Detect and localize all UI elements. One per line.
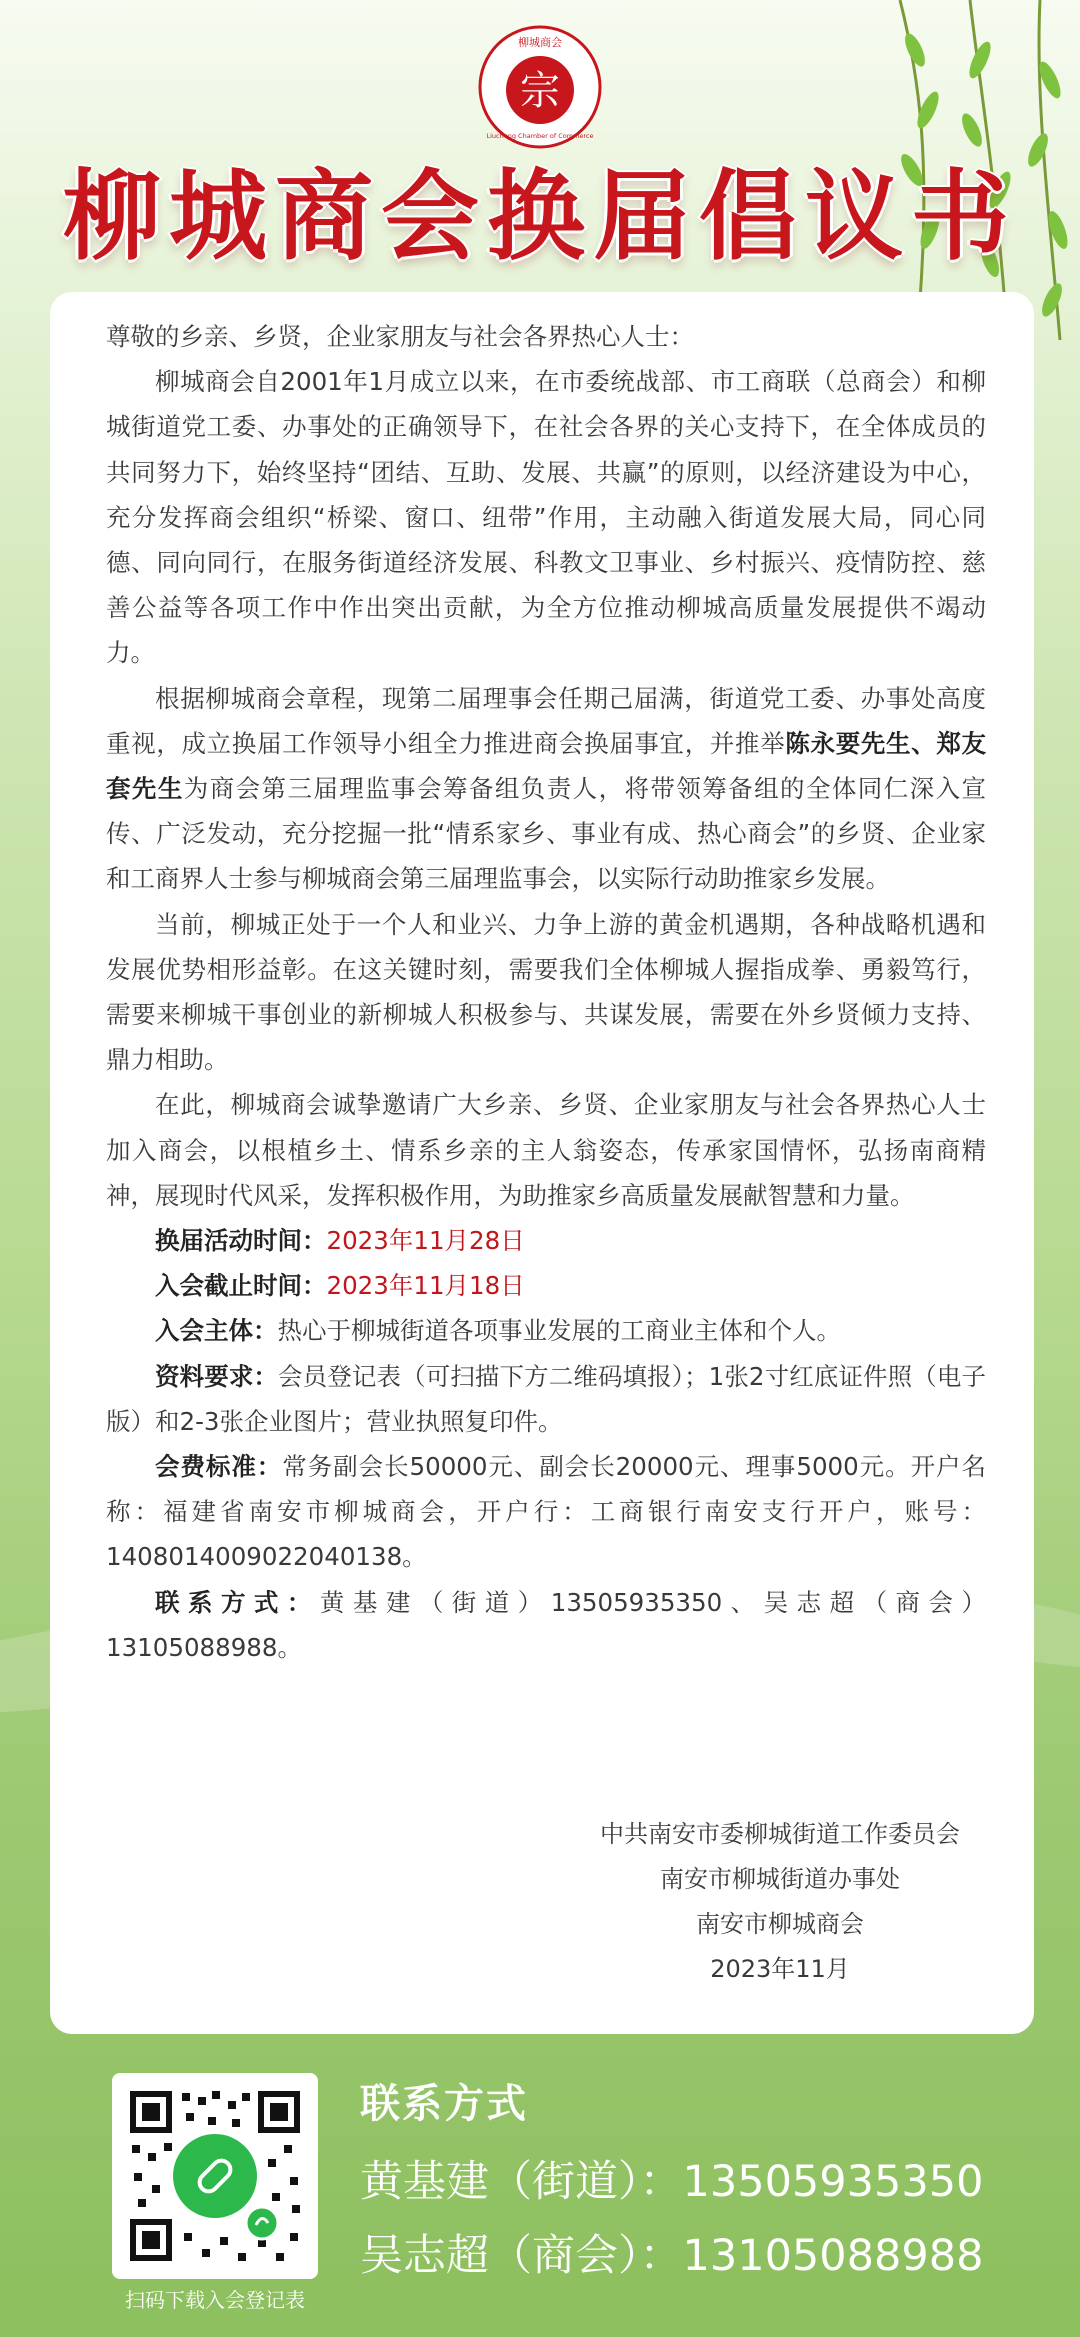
materials-label: 资料要求： bbox=[155, 1361, 279, 1391]
deadline-value: 2023年11月18日 bbox=[326, 1271, 525, 1301]
registration-qr-code[interactable] bbox=[112, 2073, 318, 2279]
fee-line bbox=[106, 1444, 986, 1580]
logo-glyph: 宗 bbox=[520, 68, 560, 114]
contact-value: 黄基建（街道）13505935350、吴志超（商会）13105088988。 bbox=[106, 1587, 987, 1662]
qr-code-icon bbox=[112, 2073, 318, 2279]
contact-label: 联系方式： bbox=[155, 1587, 320, 1617]
leader-names: 陈永要先生、郑友套先生 bbox=[106, 728, 987, 804]
event-time-label: 换届活动时间： bbox=[155, 1226, 327, 1256]
subject-value: 热心于柳城街道各项事业发展的工商业主体和个人。 bbox=[277, 1316, 841, 1346]
page-title: 柳城商会换届倡议书 bbox=[62, 159, 1017, 274]
letter-body bbox=[106, 314, 986, 1670]
greeting: 尊敬的乡亲、乡贤，企业家朋友与社会各界热心人士： bbox=[106, 322, 694, 351]
materials-line bbox=[106, 1354, 986, 1444]
paragraph-election-part-a: 根据柳城商会章程，现第二届理事会任期己届满，街道党工委、办事处高度重视，成立换届工作领导小组全力推进商会换届事宜，并推举 bbox=[106, 683, 986, 758]
subject-label: 入会主体： bbox=[155, 1316, 278, 1346]
fee-value: 常务副会长50000元、副会长20000元、理事5000元。开户名称：福建省南安市柳城商会，开户行：工商银行南安支行开户，账号：1408014009022040138。 bbox=[106, 1452, 986, 1572]
logo-ring-text: Liucheng Chamber of Commerce bbox=[486, 132, 594, 140]
signature-org-2: 南安市柳城街道办事处 bbox=[660, 1865, 900, 1893]
materials-value: 会员登记表（可扫描下方二维码填报）；1张2寸红底证件照（电子版）和2-3张企业图片；营业执照复印件。 bbox=[106, 1361, 986, 1436]
event-time-value: 2023年11月28日 bbox=[326, 1226, 525, 1256]
chamber-logo-seal bbox=[475, 22, 605, 152]
logo-top-text: 柳城商会 bbox=[518, 36, 562, 49]
footer-contact-1: 黄基建（街道）：13505935350 bbox=[360, 2157, 984, 2207]
paragraph-invitation: 在此，柳城商会诚挚邀请广大乡亲、乡贤、企业家朋友与社会各界热心人士加入商会，以根植乡土、情系乡亲的主人翁姿态，传承家国情怀，弘扬南商精神，展现时代风采，发挥积极作用，为助推家乡高质量发展献智慧和力量。 bbox=[106, 1090, 986, 1210]
signature-org-3: 南安市柳城商会 bbox=[696, 1910, 864, 1938]
event-time-line bbox=[106, 1218, 986, 1263]
contact-line bbox=[106, 1580, 986, 1670]
signature-block bbox=[560, 1812, 1000, 1992]
fee-label: 会费标准： bbox=[155, 1452, 283, 1482]
footer-contact-title: 联系方式 bbox=[360, 2081, 528, 2127]
signature-date: 2023年11月 bbox=[710, 1955, 850, 1983]
signature-org-1: 中共南安市委柳城街道工作委员会 bbox=[600, 1820, 960, 1848]
qr-caption: 扫码下载入会登记表 bbox=[125, 2288, 305, 2312]
paragraph-election bbox=[106, 676, 986, 902]
deadline-line bbox=[106, 1263, 986, 1308]
subject-line bbox=[106, 1308, 986, 1353]
footer-contact-2: 吴志超（商会）：13105088988 bbox=[360, 2231, 984, 2281]
letter-card bbox=[50, 292, 1034, 2034]
paragraph-election-part-b: 为商会第三届理监事会筹备组负责人，将带领筹备组的全体同仁深入宣传、广泛发动，充分挖掘一批“情系家乡、事业有成、热心商会”的乡贤、企业家和工商界人士参与柳城商会第三届理监事会，以实际行动助推家乡发展。 bbox=[106, 774, 987, 894]
deadline-label: 入会截止时间： bbox=[155, 1271, 327, 1301]
paragraph-opportunity: 当前，柳城正处于一个人和业兴、力争上游的黄金机遇期，各种战略机遇和发展优势相形益彰。在这关键时刻，需要我们全体柳城人握指成拳、勇毅笃行，需要来柳城干事创业的新柳城人积极参与、共谋发展，需要在外乡贤倾力支持、鼎力相助。 bbox=[106, 909, 986, 1075]
paragraph-history: 柳城商会自2001年1月成立以来，在市委统战部、市工商联（总商会）和柳城街道党工委、办事处的正确领导下，在社会各界的关心支持下，在全体成员的共同努力下，始终坚持“团结、互助、发展、共赢”的原则，以经济建设为中心，充分发挥商会组织“桥梁、窗口、纽带”作用，主动融入街道发展大局，同心同德、同向同行，在服务街道经济发展、科教文卫事业、乡村振兴、疫情防控、慈善公益等各项工作中作出突出贡献，为全方位推动柳城高质量发展提供不竭动力。 bbox=[106, 367, 986, 668]
